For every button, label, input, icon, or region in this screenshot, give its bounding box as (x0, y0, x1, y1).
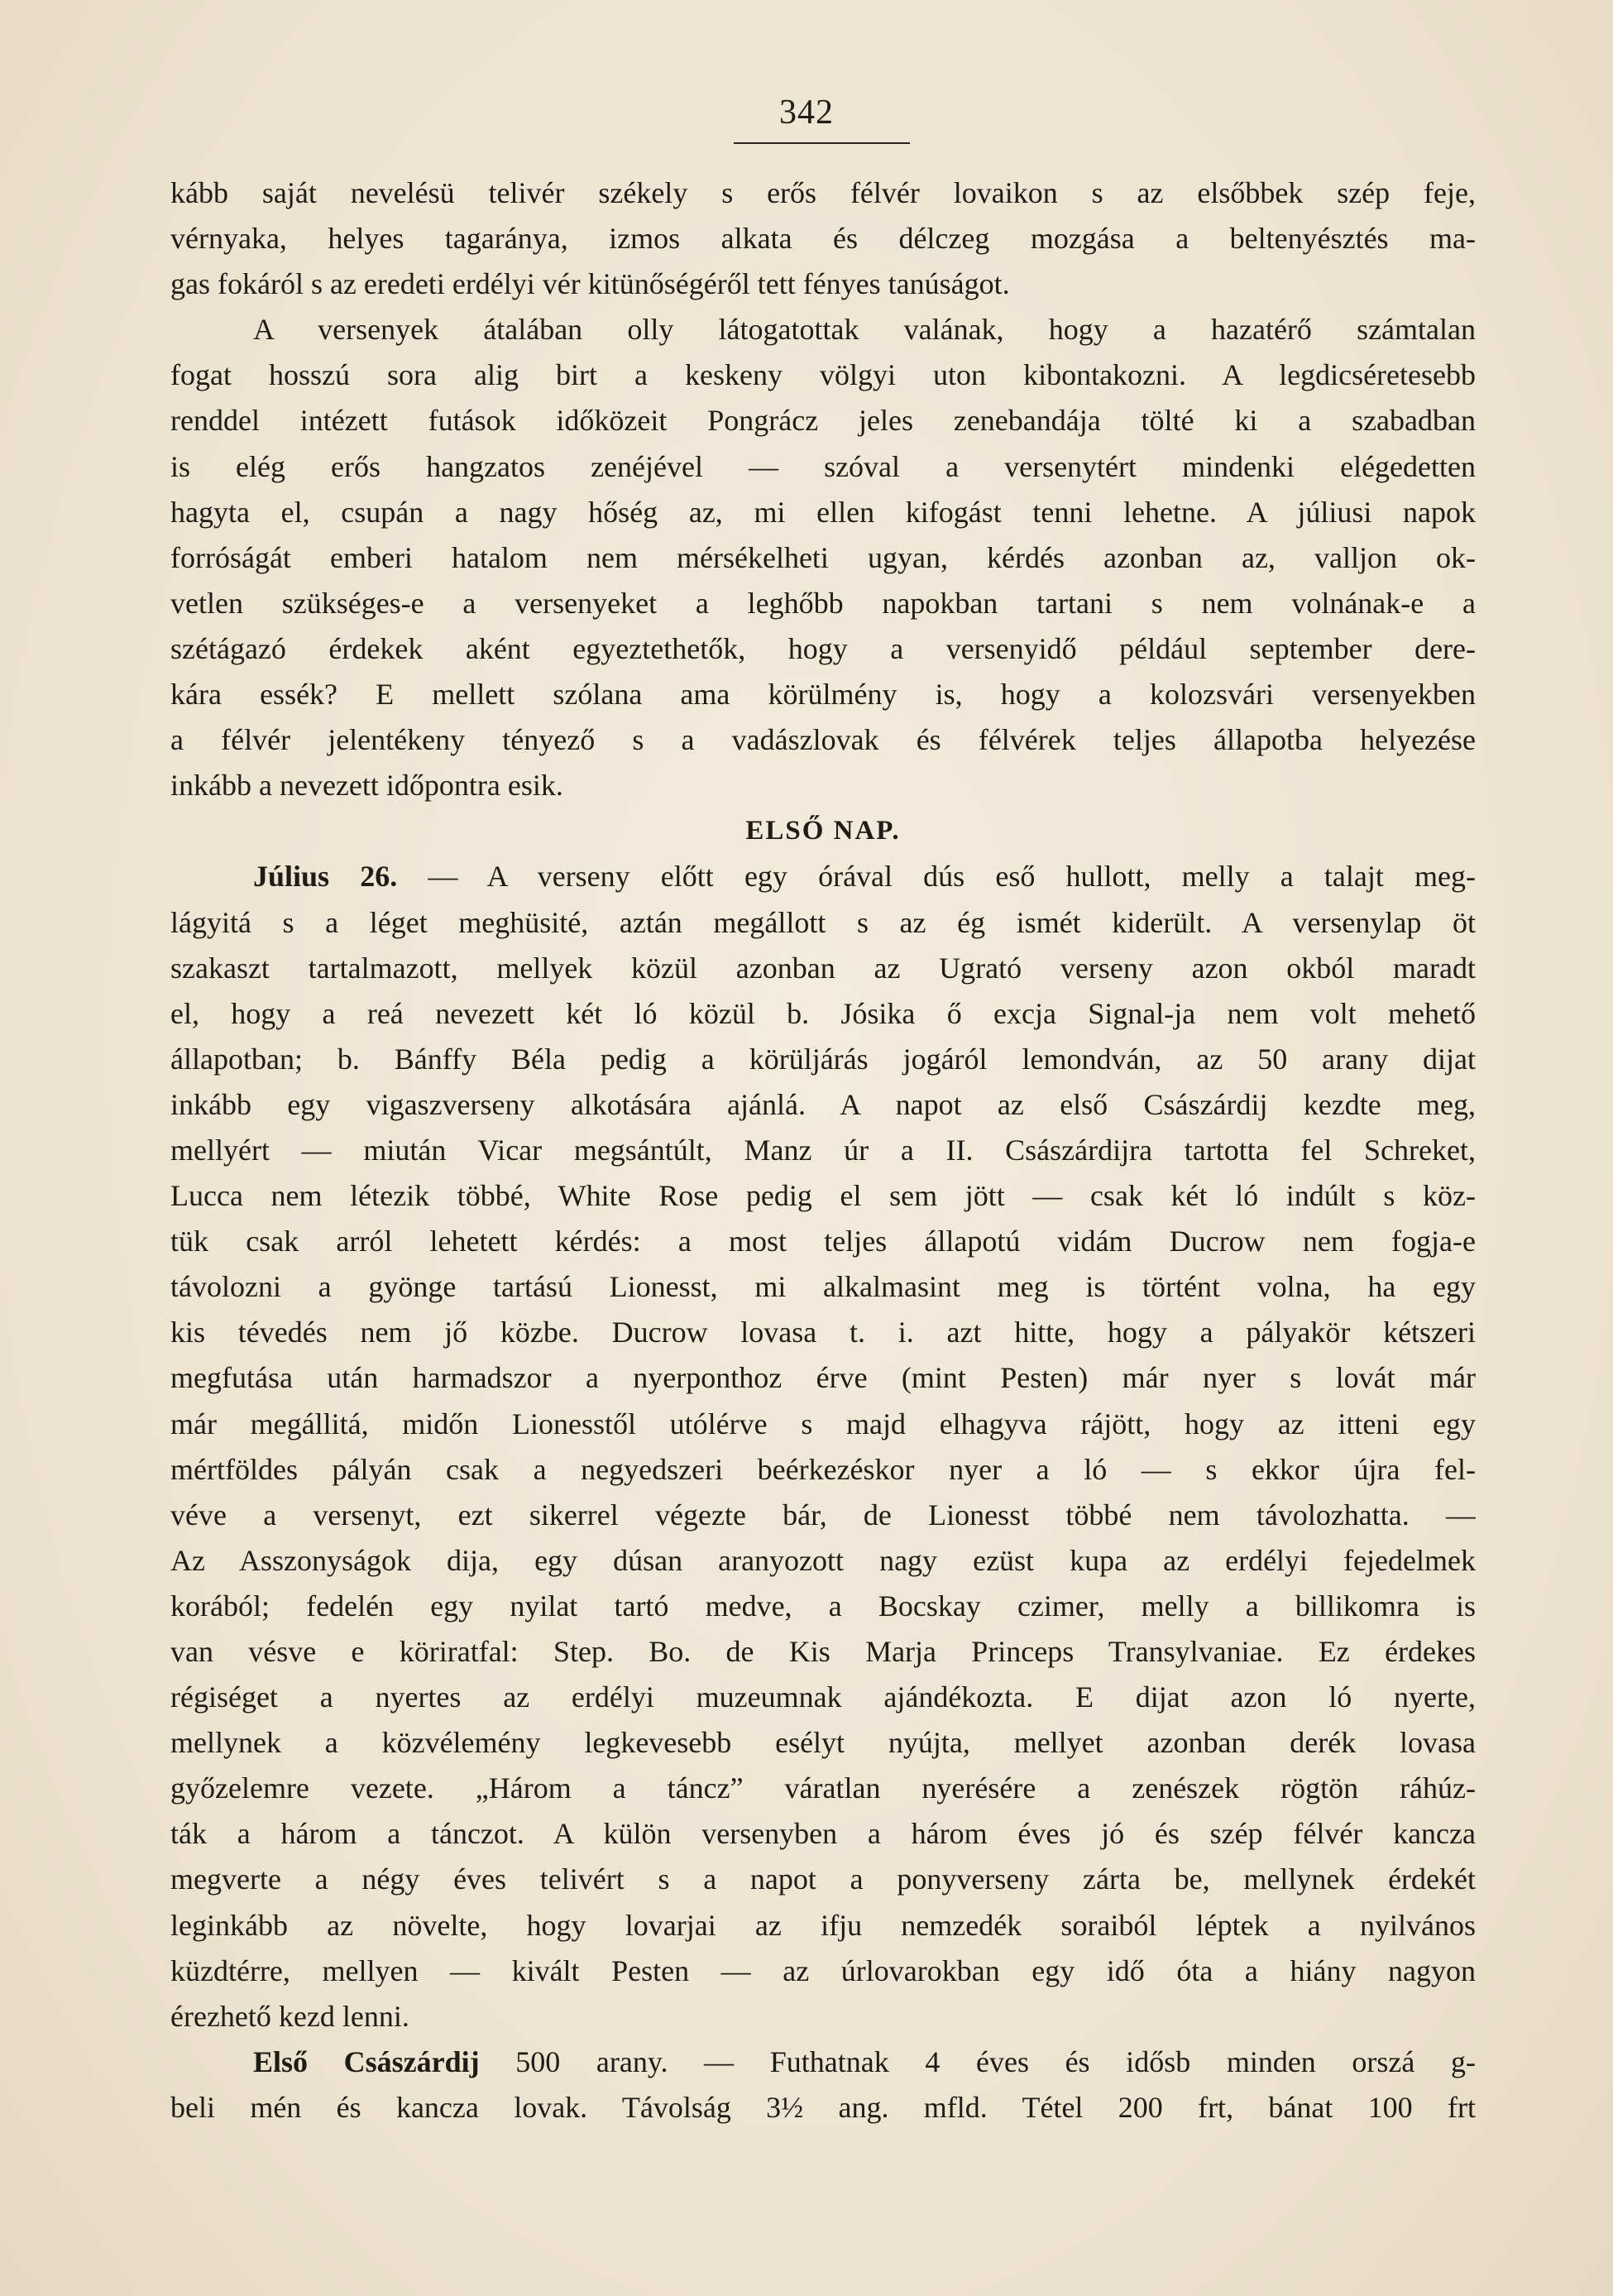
text-line (170, 398, 1476, 443)
text-line (170, 1493, 1476, 1538)
text-line (170, 1948, 1476, 1994)
line-text: vérnyaka, helyes tagaránya, izmos alkata és délczeg mozgása a beltenyésztés ma- (170, 222, 1476, 256)
line-text: inkább a nevezett időpontra esik. (170, 769, 563, 803)
text-line (170, 946, 1476, 991)
text-line (170, 1766, 1476, 1811)
line-text: vetlen szükséges-e a versenyeket a leghőbb napokban tartani s nem volnának-e a (170, 586, 1476, 620)
text-line (170, 991, 1476, 1037)
line-text: küzdtérre, mellyen — kivált Pesten — az úrlovarokban egy idő óta a hiány nagyon (170, 1953, 1476, 1987)
text-line (170, 1128, 1476, 1173)
text-line (170, 1857, 1476, 1902)
line-text: tük csak arról lehetett kérdés: a most teljes állapotú vidám Ducrow nem fogja-e (170, 1225, 1476, 1258)
text-line (170, 170, 1476, 216)
text-line (170, 261, 1476, 307)
text-line (170, 900, 1476, 946)
line-text: inkább egy vigaszverseny alkotására ajánlá. A napot az első Császárdij kezdte meg, (170, 1087, 1476, 1121)
line-text: távolozni a gyönge tartású Lionesst, mi alkalmasint meg is történt volna, ha egy (170, 1270, 1476, 1304)
text-line (170, 1355, 1476, 1401)
line-text: Az Asszonyságok dija, egy dúsan aranyozott nagy ezüst kupa az erdélyi fejedelmek (170, 1543, 1476, 1577)
line-text: kis tévedés nem jő közbe. Ducrow lovasa t. i. azt hitte, hogy a pályakör kétszeri (170, 1316, 1476, 1349)
line-text: véve a versenyt, ezt sikerrel végezte bár, de Lionesst többé nem távolozhatta. — (170, 1498, 1476, 1531)
text-line (170, 1310, 1476, 1355)
line-text: mellynek a közvélemény legkevesebb esélyt nyújta, mellyet azonban derék lovasa (170, 1726, 1476, 1760)
text-line (170, 1082, 1476, 1128)
text-line (170, 444, 1476, 490)
line-text: renddel intézett futások időközeit Pongrácz jeles zenebandája tölté ki a szabadban (170, 404, 1476, 438)
line-text: szakaszt tartalmazott, mellyek közül azonban az Ugrató verseny azon okból maradt (170, 951, 1476, 985)
bold-lead: Első Császárdij (253, 2044, 480, 2078)
line-text: lágyitá s a léget meghüsité, aztán megállott s az ég ismét kiderült. A versenylap öt (170, 905, 1476, 939)
text-line (170, 1219, 1476, 1264)
text-line (170, 2040, 1476, 2085)
text-line (170, 1994, 1476, 2040)
text-line (170, 1811, 1476, 1857)
line-text: szétágazó érdekek aként egyeztethetők, hogy a versenyidő például september dere- (170, 631, 1476, 665)
line-text: A versenyek átalában olly látogatottak valának, hogy a hazatérő számtalan (253, 313, 1476, 347)
text-line (170, 490, 1476, 535)
line-text: — A verseny előtt egy órával dús eső hullott, melly a talajt meg- (397, 860, 1476, 894)
line-text: korából; fedelén egy nyilat tartó medve, a Bocskay czimer, melly a billikomra is (170, 1589, 1476, 1623)
line-text: régiséget a nyertes az erdélyi muzeumnak ajándékozta. E dijat azon ló nyerte, (170, 1680, 1476, 1714)
text-line (170, 2085, 1476, 2131)
line-text: leginkább az növelte, hogy lovarjai az ifju nemzedék soraiból léptek a nyilvános (170, 1908, 1476, 1942)
text-line (170, 1720, 1476, 1766)
text-line (170, 763, 1476, 808)
text-line (170, 626, 1476, 672)
text-line (170, 1675, 1476, 1720)
line-text: ták a három a tánczot. A külön versenyben a három éves jó és szép félvér kancza (170, 1817, 1476, 1851)
text-line (170, 1584, 1476, 1629)
line-text: megfutása után harmadszor a nyerponthoz érve (mint Pesten) már nyer s lovát már (170, 1361, 1476, 1395)
section-heading (170, 808, 1476, 854)
page-number: 342 (779, 93, 834, 132)
text-line (170, 854, 1476, 899)
line-text: megverte a négy éves telivért s a napot a ponyverseny zárta be, mellynek érdekét (170, 1862, 1476, 1896)
text-line (170, 307, 1476, 352)
line-text: ELSŐ NAP. (745, 816, 901, 846)
line-text: állapotban; b. Bánffy Béla pedig a körüljárás jogáról lemondván, az 50 arany dijat (170, 1042, 1476, 1076)
line-text: fogat hosszú sora alig birt a keskeny völgyi uton kibontakozni. A legdicséretesebb (170, 358, 1476, 392)
line-text: a félvér jelentékeny tényező s a vadászlovak és félvérek teljes állapotba helyezése (170, 723, 1476, 757)
line-text: van vésve e köriratfal: Step. Bo. de Kis Marja Princeps Transylvaniae. Ez érdekes (170, 1635, 1476, 1668)
text-line (170, 535, 1476, 581)
line-text: hagyta el, csupán a nagy hőség az, mi ellen kifogást tenni lehetne. A júliusi napok (170, 495, 1476, 529)
bold-lead: Július 26. (253, 860, 398, 894)
text-line (170, 1173, 1476, 1219)
line-text: is elég erős hangzatos zenéjével — szóval a versenytért mindenki elégedetten (170, 449, 1476, 483)
text-line (170, 1447, 1476, 1493)
line-text: már megállitá, midőn Lionesstől utólérve s majd elhagyva rájött, hogy az itteni egy (170, 1407, 1476, 1440)
line-text: mellyért — miután Vicar megsántúlt, Manz úr a II. Császárdijra tartotta fel Schreket, (170, 1133, 1476, 1167)
line-text: Lucca nem létezik többé, White Rose pedig el sem jött — csak két ló indúlt s köz- (170, 1179, 1476, 1213)
line-text: győzelemre vezete. „Három a tánczˮ váratlan nyerésére a zenészek rögtön ráhúz- (170, 1771, 1476, 1805)
text-line (170, 1037, 1476, 1082)
page-number-rule (734, 142, 910, 144)
line-text: forróságát emberi hatalom nem mérsékelheti ugyan, kérdés azonban az, valljon ok- (170, 540, 1476, 574)
text-line (170, 1903, 1476, 1948)
text-line (170, 216, 1476, 261)
text-line (170, 352, 1476, 398)
line-text: el, hogy a reá nevezett két ló közül b. Jósika ő excja Signal-ja nem volt mehető (170, 996, 1476, 1030)
text-line (170, 581, 1476, 626)
text-line (170, 1264, 1476, 1310)
text-line (170, 1629, 1476, 1675)
line-text: 500 arany. — Futhatnak 4 éves és idősb minden orszá g- (479, 2044, 1476, 2078)
line-text: mértföldes pályán csak a negyedszeri beérkezéskor nyer a ló — s ekkor újra fel- (170, 1452, 1476, 1486)
line-text: kább saját nevelésü telivér székely s erős félvér lovaikon s az elsőbbek szép feje, (170, 176, 1476, 209)
text-line (170, 672, 1476, 717)
line-text: gas fokáról s az eredeti erdélyi vér kitünőségéről tett fényes tanúságot. (170, 267, 1010, 301)
line-text: kára essék? E mellett szólana ama körülmény is, hogy a kolozsvári versenyekben (170, 678, 1476, 712)
line-text: beli mén és kancza lovak. Távolság 3½ ang. mfld. Tétel 200 frt, bánat 100 frt (170, 2090, 1476, 2124)
text-line (170, 1402, 1476, 1447)
text-line (170, 717, 1476, 763)
text-line (170, 1538, 1476, 1584)
line-text: érezhető kezd lenni. (170, 1999, 409, 2033)
body-text (170, 170, 1476, 2131)
